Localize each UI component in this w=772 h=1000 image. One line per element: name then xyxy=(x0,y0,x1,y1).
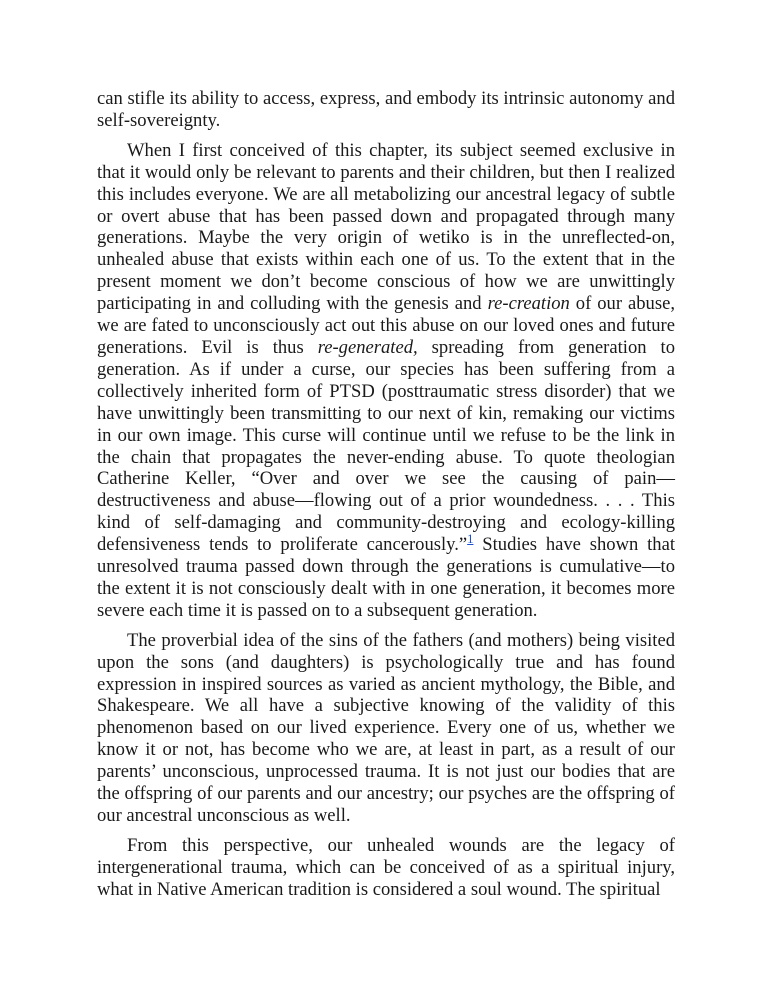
text-run: From this perspective, our unhealed wounds are the legacy of intergenerational trauma, which can be conceived of as a spiritual injury, what in Native American tradition is considered a soul wound. The spiritual xyxy=(97,834,675,900)
text-run: Studies have shown that unresolved trauma passed down through the generations is cumulative—to the extent it is not consciously dealt with in one generation, it becomes more severe each time it is passed on to a subsequent generation. xyxy=(97,534,675,621)
text-run: can stifle its ability to access, express, and embody its intrinsic autonomy and self-sovereignty. xyxy=(97,88,675,131)
text-run: The proverbial idea of the sins of the fathers (and mothers) being visited upon the sons (and daughters) is psychologically true and has found expression in inspired sources as varied as ancient mythology, the Bible, and Shakespeare. We all have a subjective knowing of the validity of this phenomenon based on our lived experience. Every one of us, whether we know it or not, has become who we are, at least in part, as a result of our parents’ unconscious, unprocessed trauma. It is not just our bodies that are the offspring of our parents and our ancestry; our psyches are the offspring of our ancestral unconscious as well. xyxy=(97,629,675,826)
italic-text: re-creation xyxy=(487,293,570,315)
paragraph-continuation xyxy=(97,88,675,132)
book-page xyxy=(97,88,675,901)
text-run: spreading from generation to generation. As if under a curse, our species has been suffering from a collectively inherited form of PTSD (posttraumatic stress disorder) that we have unwittingly been transmitting to our next of kin, remaking our victims in our own image. This curse will continue until we refuse to be the link in the chain that propagates the never-ending abuse. To quote theologian Catherine Keller, “Over and over we see the causing of pain—destructiveness and abuse—flowing out of a prior woundedness. . . . This kind of self-damaging and community-destroying and ecology-killing defensiveness tends to proliferate cancerously.” xyxy=(97,336,675,556)
paragraph-intergenerational-abuse xyxy=(97,140,675,622)
footnote-ref-link[interactable]: 1 xyxy=(467,531,474,546)
paragraph-soul-wound xyxy=(97,835,675,901)
text-run: of our abuse, we are fated to unconsciously act out this abuse on our loved ones and future generations. Evil is thus xyxy=(97,293,675,358)
paragraph-sins-of-the-fathers xyxy=(97,630,675,827)
text-run: When I first conceived of this chapter, its subject seemed exclusive in that it would only be relevant to parents and their children, but then I realized this includes everyone. We are all metabolizing our ancestral legacy of subtle or overt abuse that has been passed down and propagated through many generations. Maybe the very origin of wetiko is in the unreflected-on, unhealed abuse that exists within each one of us. To the extent that in the present moment we don’t become conscious of how we are unwittingly participating in and colluding with the genesis and xyxy=(97,139,675,315)
italic-text: re-generated, xyxy=(317,336,418,358)
